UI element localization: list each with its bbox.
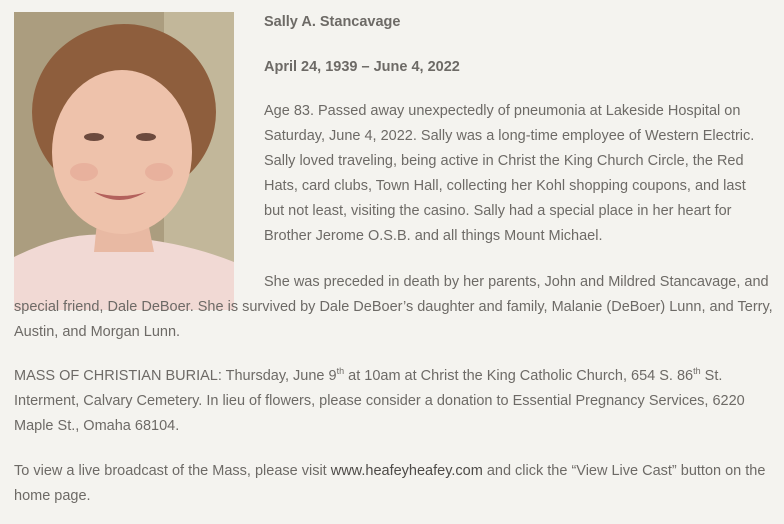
- mass-sup-1: th: [336, 366, 345, 377]
- broadcast-text-before: To view a live broadcast of the Mass, please visit: [14, 463, 331, 479]
- portrait-illustration: [14, 12, 234, 310]
- deceased-name: Sally A. Stancavage: [264, 14, 401, 30]
- funeral-home-link[interactable]: www.heafeyheafey.com: [330, 463, 483, 479]
- portrait-photo: [14, 12, 234, 310]
- broadcast-text-after: and click the “View Live Cast” button on the home page.: [14, 463, 766, 504]
- mass-text-1: MASS OF CHRISTIAN BURIAL: Thursday, June 9: [14, 368, 337, 384]
- mass-text-3: St. Interment, Calvary Cemetery. In lieu of flowers, please consider a donation to Essential Pregnancy Services, 6220 Maple St., Omaha 68104.: [14, 368, 745, 434]
- obituary-paragraph-1: Age 83. Passed away unexpectedly of pneumonia at Lakeside Hospital on Saturday, June 4, 2022. Sally was a long-time employee of Western Electric. Sally loved traveling, being active in Christ the King Church Circle, the Red Hats, card clubs, Town Hall, collecting her Kohl shopping coupons, and last but not least, visiting the casino. Sally had a special place in her heart for Brother Jerome O.S.B. and all things Mount Michael.: [264, 103, 755, 244]
- mass-sup-2: th: [693, 366, 701, 377]
- broadcast-info: [14, 459, 774, 509]
- life-dates: April 24, 1939 – June 4, 2022: [264, 59, 460, 75]
- obituary-paragraph-2: She was preceded in death by her parents, John and Mildred Stancavage, and special friend, Dale DeBoer. She is survived by Dale DeBoer’s daughter and family, Malanie (DeBoer) Lunn, and Terry, Austin, and Morgan Lunn.: [14, 274, 773, 340]
- mass-text-2: at 10am at Christ the King Catholic Church, 654 S. 86: [344, 368, 694, 384]
- mass-details: [14, 364, 774, 439]
